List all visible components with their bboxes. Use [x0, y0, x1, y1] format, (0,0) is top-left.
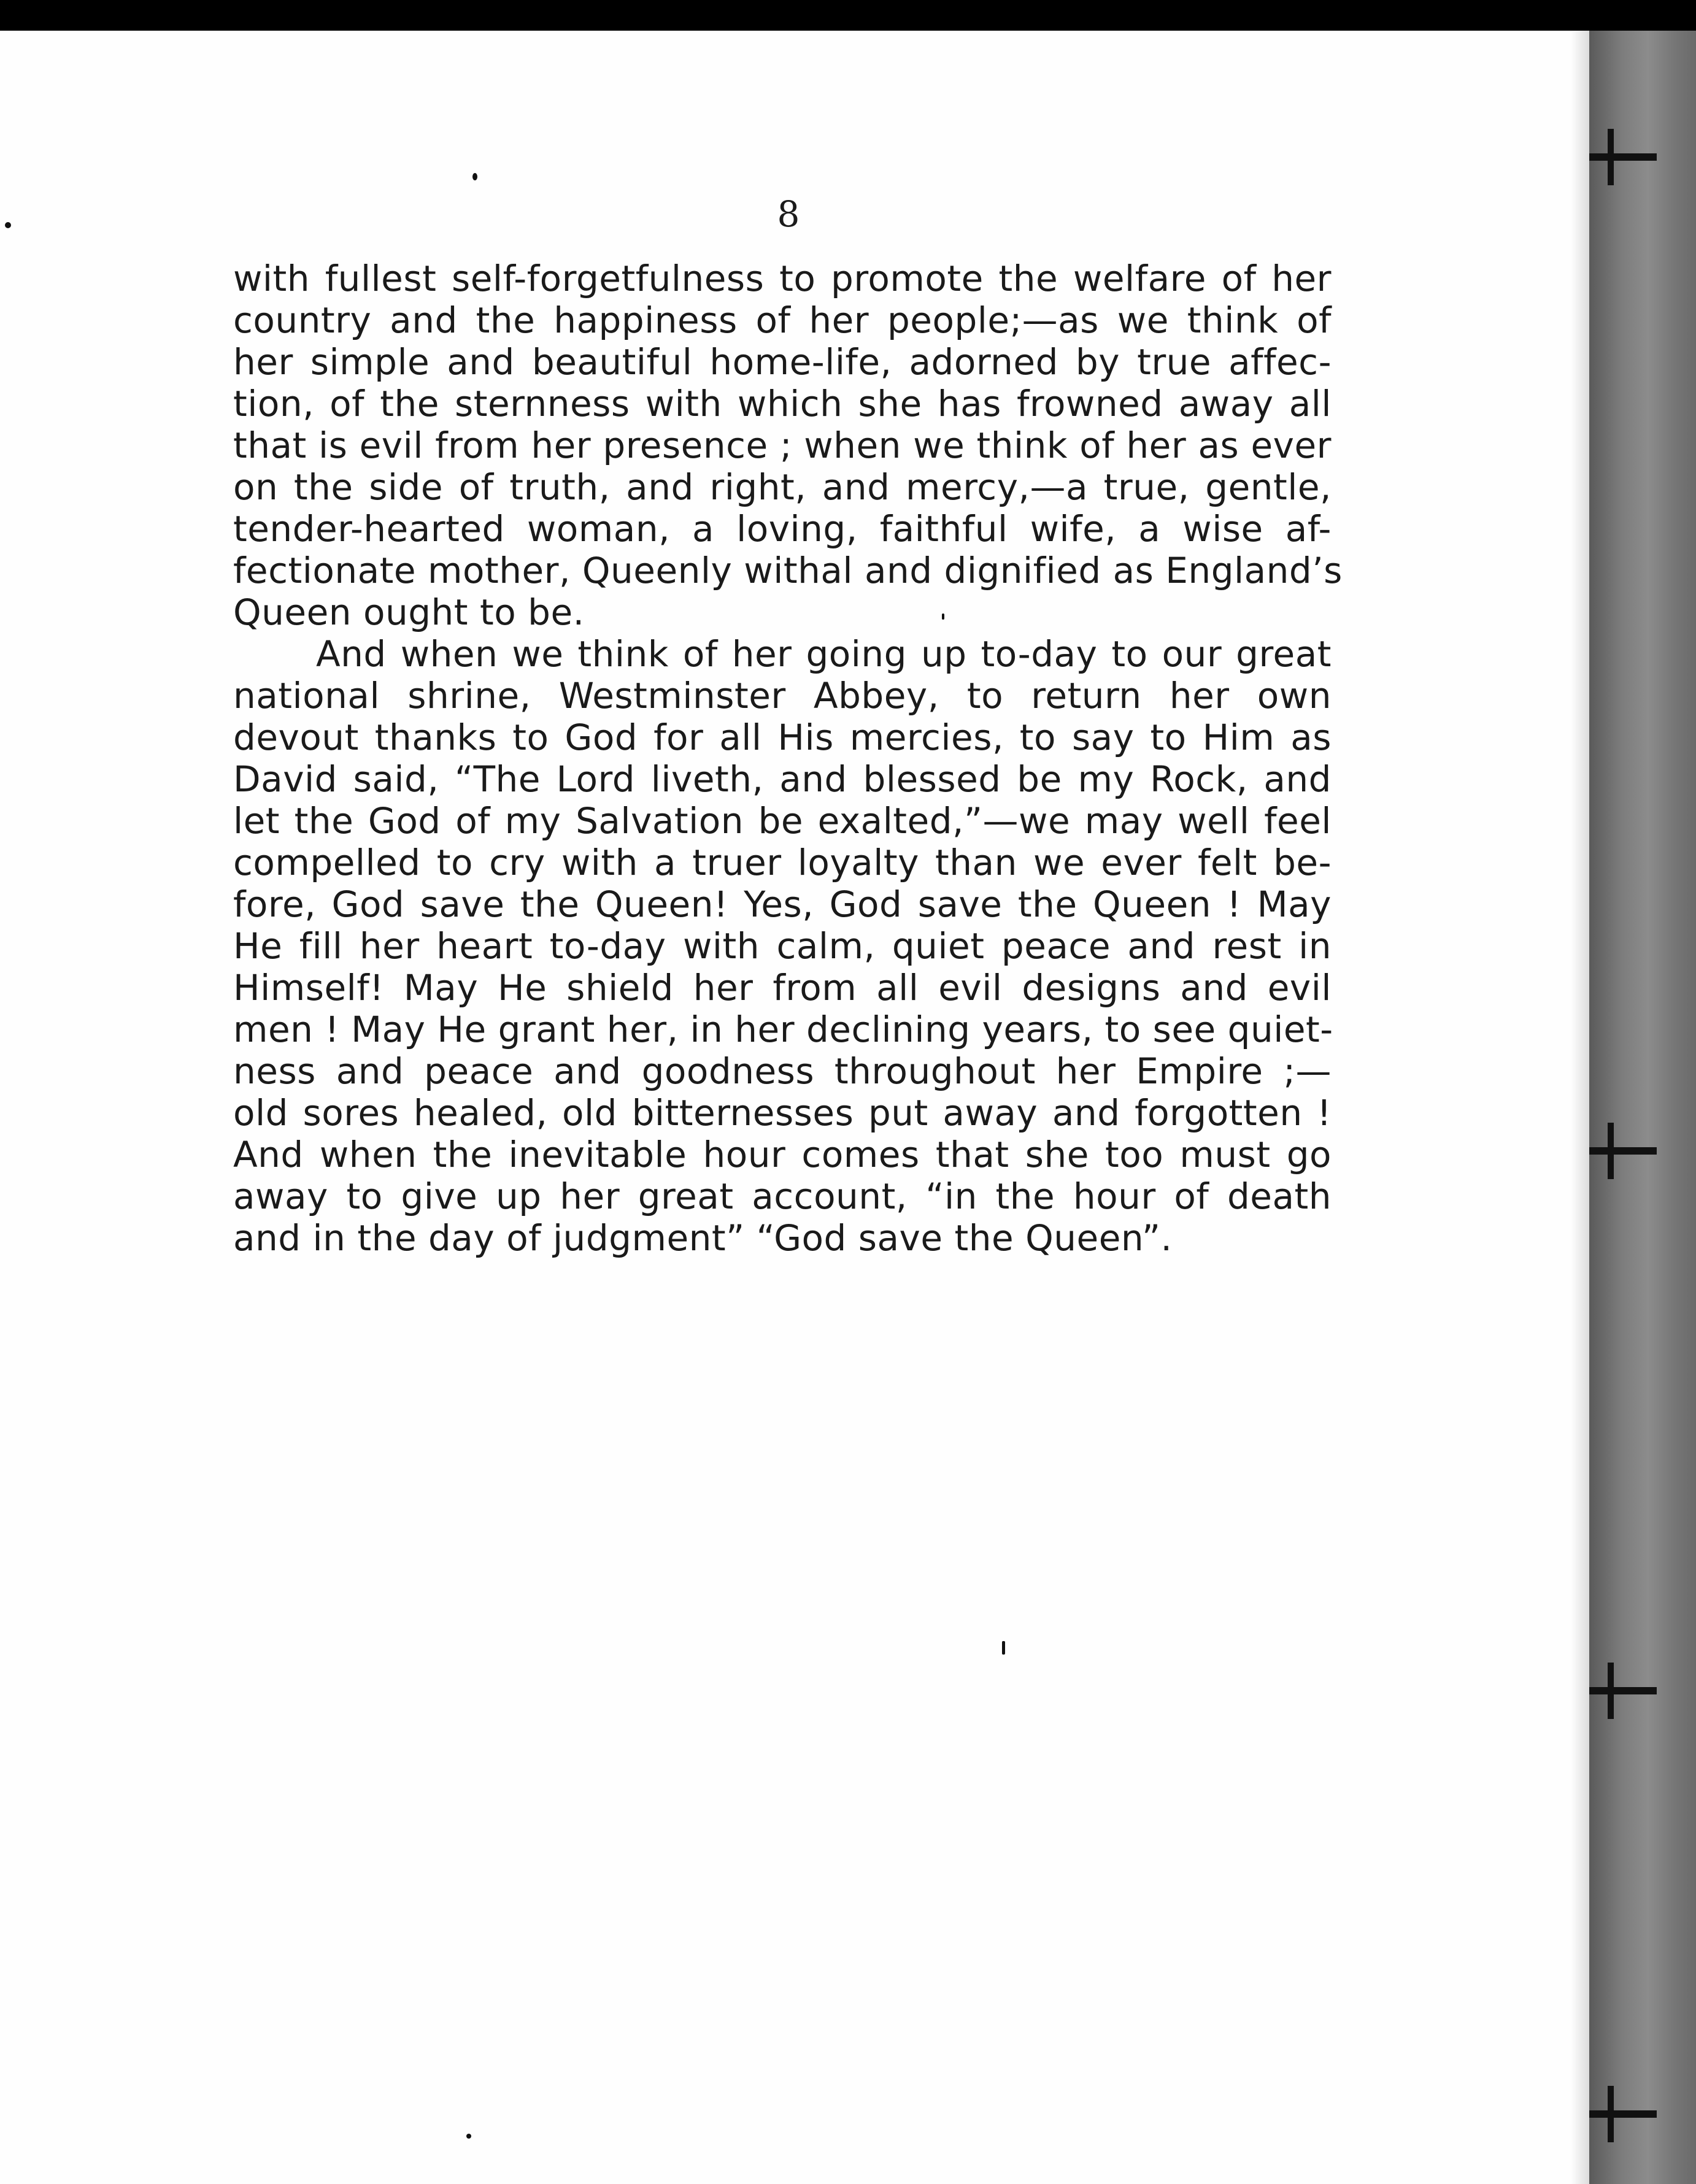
- book-binding-edge: [1589, 31, 1696, 2184]
- text-line: old sores healed, old bitternesses put away and forgotten !: [233, 1092, 1332, 1134]
- text-line: ness and peace and goodness throughout her Empire ;—: [233, 1050, 1332, 1092]
- binding-tear-mark: [1589, 2110, 1657, 2118]
- text-line: David said, “The Lord liveth, and blessed be my Rock, and: [233, 758, 1332, 800]
- paragraph-1: [233, 258, 1343, 633]
- scan-speck: [466, 2134, 471, 2139]
- text-line: away to give up her great account, “in the hour of death: [233, 1175, 1332, 1217]
- text-line: Himself! May He shield her from all evil designs and evil: [233, 967, 1332, 1009]
- text-line: and in the day of judgment” “God save the Queen”.: [233, 1217, 1173, 1259]
- text-line: And when the inevitable hour comes that she too must go: [233, 1134, 1332, 1175]
- text-line: let the God of my Salvation be exalted,”—we may well feel: [233, 800, 1332, 842]
- text-line: Queen ought to be.: [233, 591, 585, 633]
- scan-border-top: [0, 0, 1696, 31]
- text-line: fectionate mother, Queenly withal and dignified as England’s: [233, 550, 1343, 591]
- text-line: And when we think of her going up to-day to our great: [316, 633, 1332, 675]
- text-line: He fill her heart to-day with calm, quiet peace and rest in: [233, 925, 1332, 967]
- text-line: tion, of the sternness with which she has frowned away all: [233, 383, 1332, 425]
- paragraph-2: [233, 633, 1332, 1259]
- binding-tear-mark: [1589, 1687, 1657, 1694]
- scan-speck: [1002, 1641, 1005, 1655]
- scan-speck: [472, 173, 477, 180]
- binding-tear-mark: [1589, 1147, 1657, 1155]
- text-line: national shrine, Westminster Abbey, to return her own: [233, 675, 1332, 717]
- page-body-text: [233, 258, 1343, 1259]
- text-line: compelled to cry with a truer loyalty than we ever felt be-: [233, 842, 1332, 883]
- text-line: country and the happiness of her people;—as we think of: [233, 299, 1332, 341]
- page-number: 8: [777, 193, 800, 235]
- scan-speck: [5, 222, 11, 228]
- text-line: on the side of truth, and right, and mercy,—a true, gentle,: [233, 466, 1332, 508]
- text-line: that is evil from her presence ; when we think of her as ever: [233, 425, 1332, 466]
- text-line: with fullest self-forgetfulness to promote the welfare of her: [233, 258, 1332, 299]
- text-line: men ! May He grant her, in her declining years, to see quiet-: [233, 1009, 1333, 1050]
- text-line: fore, God save the Queen! Yes, God save the Queen ! May: [233, 883, 1332, 925]
- text-line: tender-hearted woman, a loving, faithful wife, a wise af-: [233, 508, 1332, 550]
- binding-tear-mark: [1589, 153, 1657, 161]
- text-line: her simple and beautiful home-life, adorned by true affec-: [233, 341, 1332, 383]
- text-line: devout thanks to God for all His mercies, to say to Him as: [233, 717, 1332, 758]
